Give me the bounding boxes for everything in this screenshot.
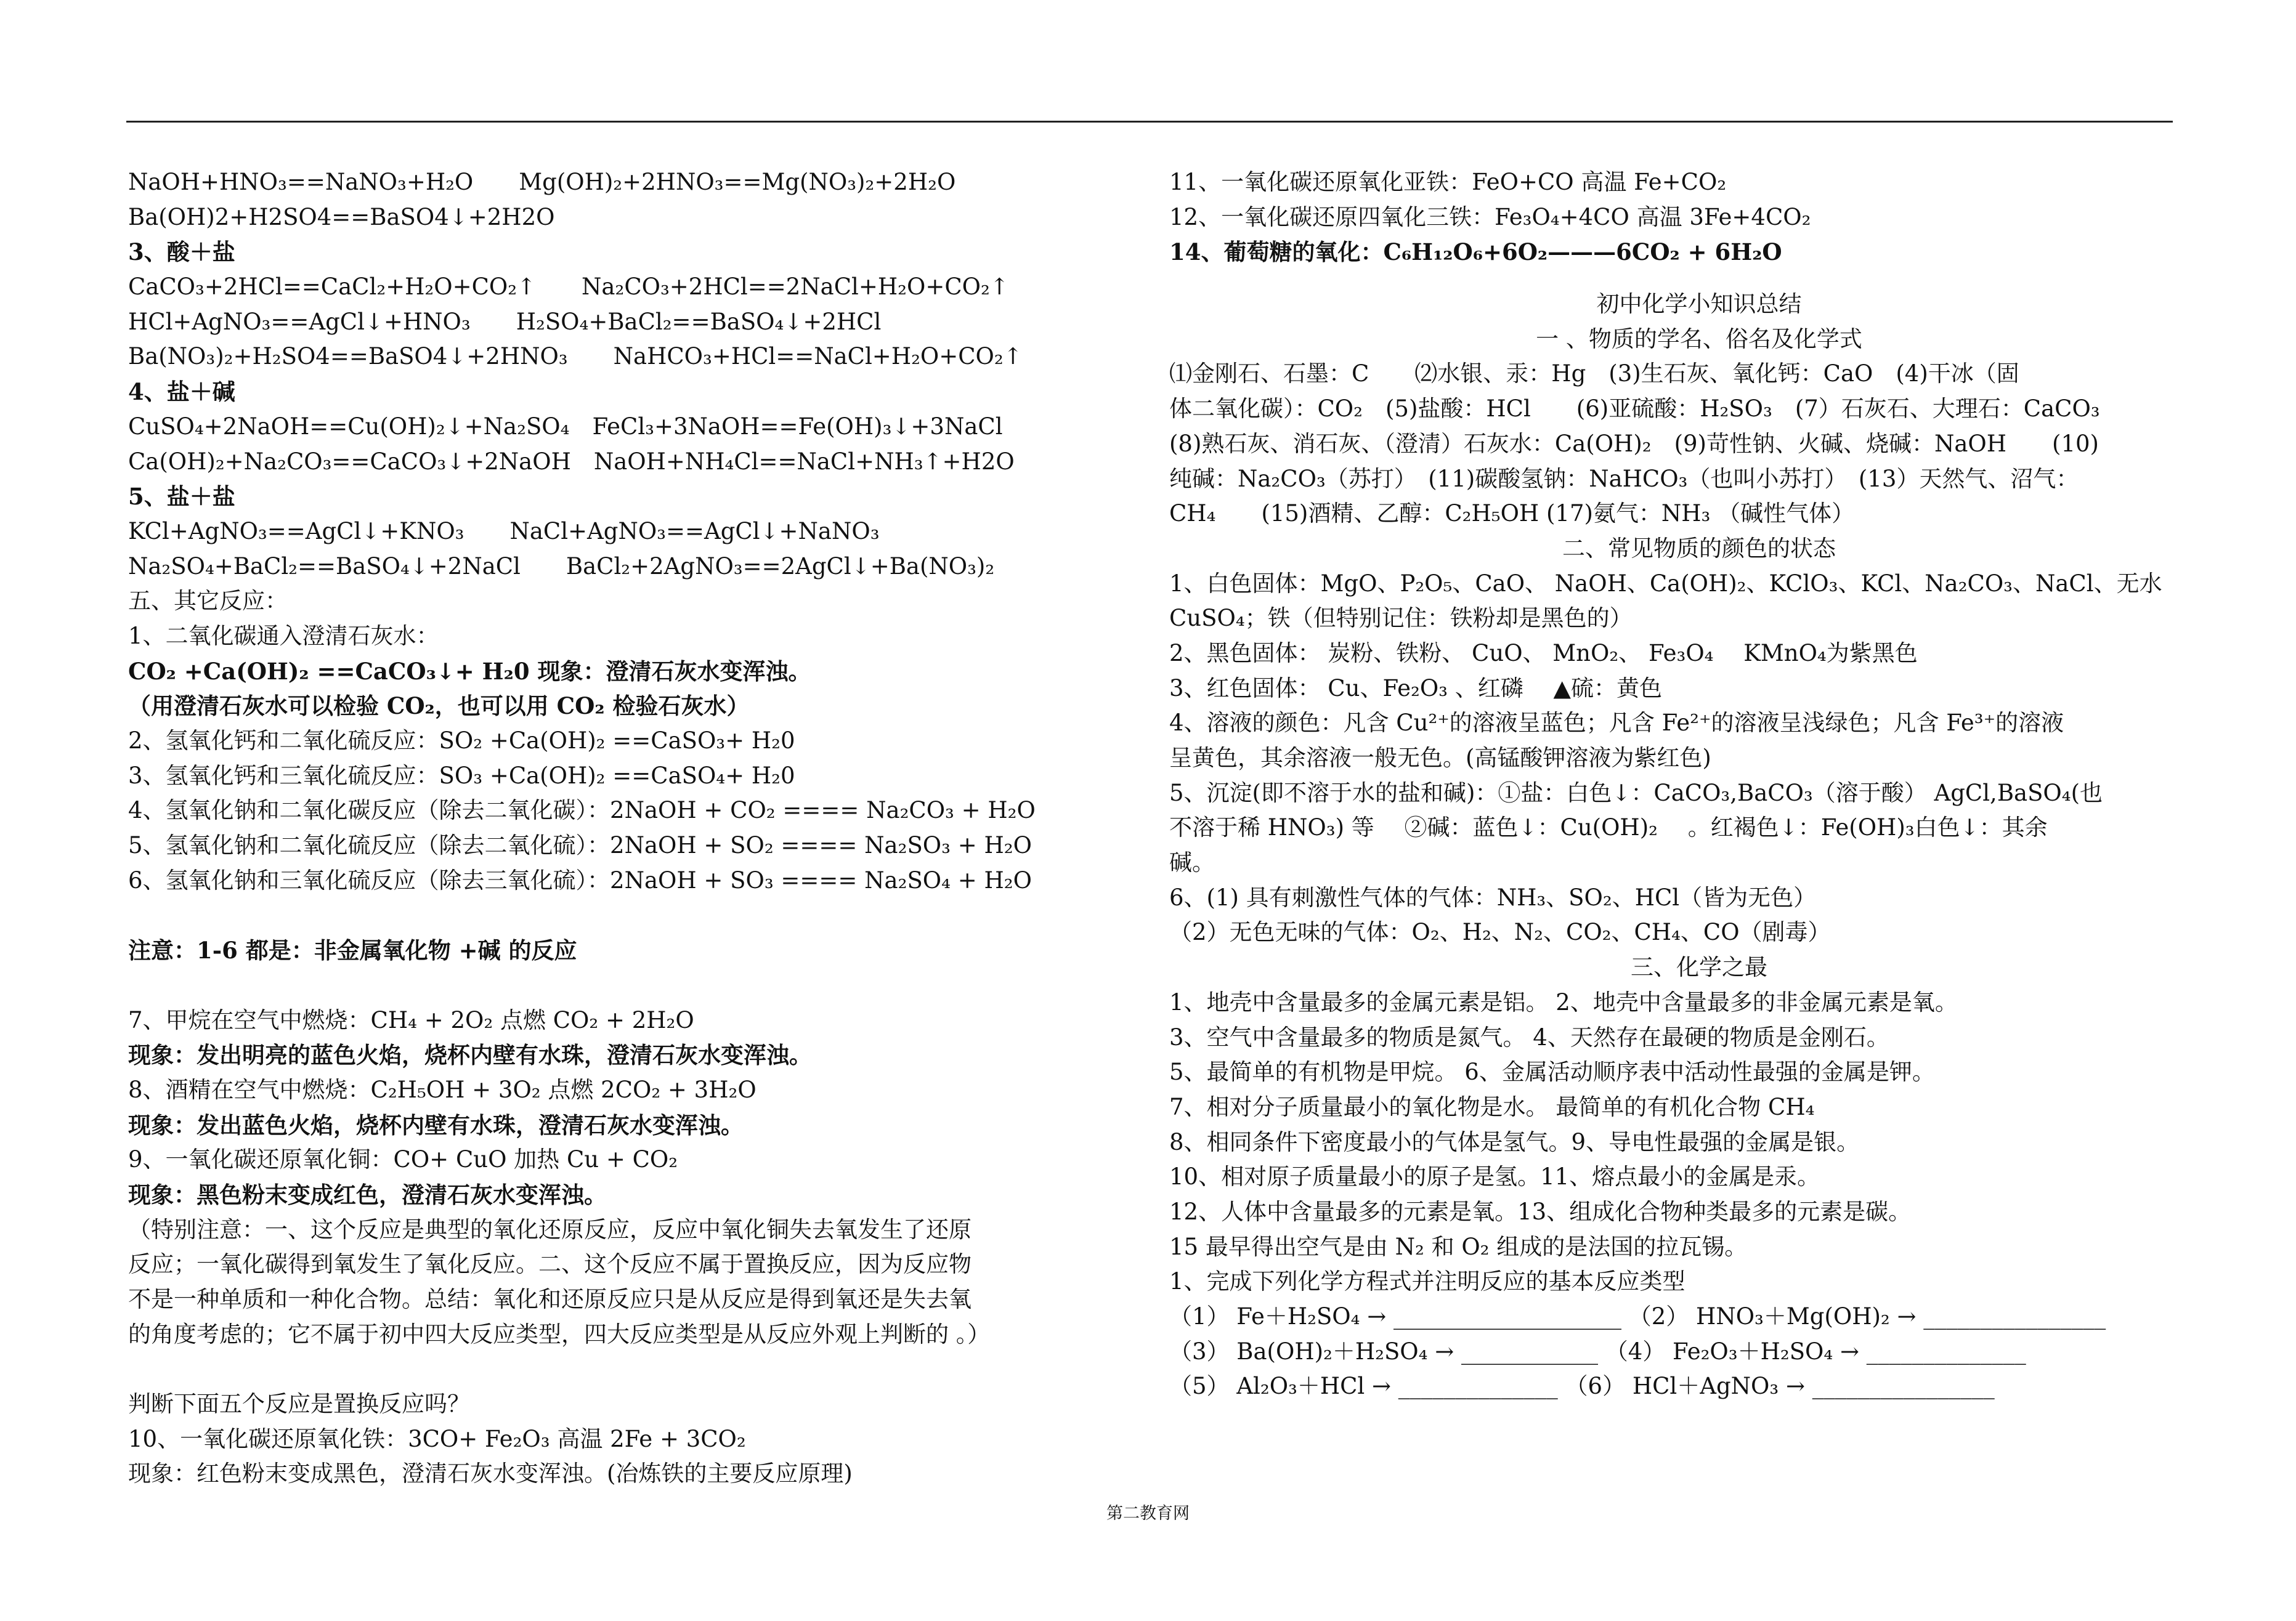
text-line: 9、一氧化碳还原氧化铜：CO+ CuO 加热 Cu + CO₂ [128, 1146, 678, 1173]
section-heading: 三、化学之最 [1631, 954, 1767, 981]
text-line: ⑴金刚石、石墨：C ⑵水银、汞：Hg (3)生石灰、氧化钙：CaO (4)干冰（固 [1169, 360, 2019, 387]
section-heading: 一 、物质的学名、俗名及化学式 [1536, 325, 1862, 352]
text-line: 的角度考虑的；它不属于初中四大反应类型，四大反应类型是从反应外观上判断的 。） [128, 1320, 991, 1348]
text-line: 体二氧化碳）：CO₂ (5)盐酸：HCl (6)亚硫酸：H₂SO₃ (7）石灰石、大理石：CaCO₃ [1169, 395, 2100, 422]
text-line: 纯碱：Na₂CO₃（苏打） (11)碳酸氢钠：NaHCO₃（也叫小苏打） (13）天然气、沼气： [1169, 465, 2079, 492]
text-line: CaCO₃+2HCl==CaCl₂+H₂O+CO₂↑ Na₂CO₃+2HCl==2NaCl+H₂O+CO₂↑ [128, 273, 1009, 301]
text-line: 12、一氧化碳还原四氧化三铁：Fe₃O₄+4CO 高温 3Fe+4CO₂ [1169, 203, 1811, 230]
text-line: 4、溶液的颜色：凡含 Cu²⁺的溶液呈蓝色；凡含 Fe²⁺的溶液呈浅绿色；凡含 Fe³⁺的溶液 [1169, 709, 2064, 737]
left-column [128, 165, 1175, 1492]
text-line: 7、甲烷在空气中燃烧：CH₄ + 2O₂ 点燃 CO₂ + 2H₂O [128, 1006, 694, 1033]
text-line: 5、沉淀(即不溶于水的盐和碱)：①盐：白色↓：CaCO₃,BaCO₃（溶于酸） AgCl,BaSO₄(也 [1169, 779, 2103, 806]
text-line: （5） Al₂O₃＋HCl → ______________ （6） HCl＋AgNO₃ → ________________ [1169, 1373, 1995, 1400]
text-line: （特别注意：一、这个反应是典型的氧化还原反应，反应中氧化铜失去氧发生了还原 [128, 1216, 972, 1243]
text-line: 3、氢氧化钙和三氧化硫反应：SO₃ +Ca(OH)₂ ==CaSO₄+ H₂0 [128, 762, 795, 789]
text-line: NaOH+HNO₃==NaNO₃+H₂O Mg(OH)₂+2HNO₃==Mg(NO₃)₂+2H₂O [128, 169, 956, 195]
text-line: 5、氢氧化钠和二氧化硫反应（除去二氧化硫）：2NaOH + SO₂ ==== Na₂SO₃ + H₂O [128, 832, 1032, 859]
text-line: 不溶于稀 HNO₃) 等 ②碱：蓝色↓：Cu(OH)₂ 。红褐色↓：Fe(OH)₃白色↓：其余 [1169, 814, 2048, 841]
text-line: CuSO₄+2NaOH==Cu(OH)₂↓+Na₂SO₄ FeCl₃+3NaOH==Fe(OH)₃↓+3NaCl [128, 413, 1003, 440]
section-heading: 二、常见物质的颜色的状态 [1562, 535, 1836, 562]
text-line: 15 最早得出空气是由 N₂ 和 O₂ 组成的是法国的拉瓦锡。 [1169, 1233, 1748, 1260]
text-line: （1） Fe＋H₂SO₄ → ____________________ （2） HNO₃＋Mg(OH)₂ → ________________ [1169, 1303, 2106, 1330]
text-line: 12、人体中含量最多的元素是氧。13、组成化合物种类最多的元素是碳。 [1169, 1198, 1912, 1225]
text-line: 五、其它反应： [128, 588, 288, 615]
text-line: Ba(OH)2+H2SO4==BaSO4↓+2H2O [128, 203, 555, 230]
text-line: 14、葡萄糖的氧化：C₆H₁₂O₆+6O₂———6CO₂ + 6H₂O [1169, 238, 1782, 266]
text-line: 10、一氧化碳还原氧化铁：3CO+ Fe₂O₃ 高温 2Fe + 3CO₂ [128, 1425, 746, 1452]
text-line: 7、相对分子质量最小的氧化物是水。 最简单的有机化合物 CH₄ [1169, 1093, 1815, 1120]
text-line: （2）无色无味的气体：O₂、H₂、N₂、CO₂、CH₄、CO（剧毒） [1169, 919, 1831, 946]
text-line: (8)熟石灰、消石灰、（澄清）石灰水：Ca(OH)₂ (9)苛性钠、火碱、烧碱：NaOH (10) [1169, 430, 2099, 457]
spacer [1169, 270, 2229, 287]
text-line: HCl+AgNO₃==AgCl↓+HNO₃ H₂SO₄+BaCl₂==BaSO₄↓+2HCl [128, 308, 882, 335]
text-line: 6、氢氧化钠和三氧化硫反应（除去三氧化硫）：2NaOH + SO₃ ==== Na₂SO₄ + H₂O [128, 867, 1032, 894]
spacer [128, 968, 1175, 1003]
text-line: 碱。 [1169, 849, 1215, 876]
text-line: 1、白色固体：MgO、P₂O₅、CaO、 NaOH、Ca(OH)₂、KClO₃、KCl、Na₂CO₃、NaCl、无水 [1169, 570, 2162, 597]
page-footer: 第二教育网 [1106, 1504, 1190, 1523]
text-line: 5、最简单的有机物是甲烷。 6、金属活动顺序表中活动性最强的金属是钾。 [1169, 1059, 1935, 1086]
text-line: 现象：红色粉末变成黑色，澄清石灰水变浑浊。(冶炼铁的主要反应原理) [128, 1460, 853, 1487]
text-line: 6、(1) 具有刺激性气体的气体：NH₃、SO₂、HCl（皆为无色） [1169, 884, 1817, 911]
text-line: Na₂SO₄+BaCl₂==BaSO₄↓+2NaCl BaCl₂+2AgNO₃==2AgCl↓+Ba(NO₃)₂ [128, 552, 995, 580]
text-line: 4、盐＋碱 [128, 378, 235, 406]
text-line: KCl+AgNO₃==AgCl↓+KNO₃ NaCl+AgNO₃==AgCl↓+NaNO₃ [128, 517, 880, 544]
text-line: 2、氢氧化钙和二氧化硫反应：SO₂ +Ca(OH)₂ ==CaSO₃+ H₂0 [128, 727, 795, 754]
text-line: 3、空气中含量最多的物质是氮气。 4、天然存在最硬的物质是金刚石。 [1169, 1024, 1889, 1051]
text-line: Ba(NO₃)₂+H₂SO4==BaSO4↓+2HNO₃ NaHCO₃+HCl==NaCl+H₂O+CO₂↑ [128, 343, 1023, 370]
text-line: 8、相同条件下密度最小的气体是氢气。9、导电性最强的金属是银。 [1169, 1128, 1860, 1155]
text-line: 11、一氧化碳还原氧化亚铁：FeO+CO 高温 Fe+CO₂ [1169, 169, 1727, 195]
text-line: 现象：发出明亮的蓝色火焰，烧杯内壁有水珠，澄清石灰水变浑浊。 [128, 1041, 812, 1069]
text-line: 3、红色固体： Cu、Fe₂O₃ 、红磷 ▲硫：黄色 [1169, 674, 1662, 701]
section-heading: 初中化学小知识总结 [1596, 291, 1802, 318]
text-line: 注意：1-6 都是：非金属氧化物 +碱 的反应 [128, 937, 577, 964]
text-line: 5、盐＋盐 [128, 483, 235, 511]
text-line: CO₂ +Ca(OH)₂ ==CaCO₃↓+ H₂0 现象：澄清石灰水变浑浊。 [128, 657, 811, 685]
text-line: Ca(OH)₂+Na₂CO₃==CaCO₃↓+2NaOH NaOH+NH₄Cl==NaCl+NH₃↑+H2O [128, 448, 1015, 475]
header-rule [126, 121, 2173, 123]
text-line: 1、完成下列化学方程式并注明反应的基本反应类型 [1169, 1268, 1685, 1295]
text-line: 呈黄色，其余溶液一般无色。(高锰酸钾溶液为紫红色) [1169, 745, 1711, 771]
text-line: 现象：发出蓝色火焰，烧杯内壁有水珠，澄清石灰水变浑浊。 [128, 1111, 744, 1139]
text-line: 8、酒精在空气中燃烧：C₂H₅OH + 3O₂ 点燃 2CO₂ + 3H₂O [128, 1076, 757, 1103]
text-line: 现象：黑色粉末变成红色，澄清石灰水变浑浊。 [128, 1181, 607, 1208]
text-line: 反应；一氧化碳得到氧发生了氧化反应。二、这个反应不属于置换反应，因为反应物 [128, 1251, 972, 1278]
spacer [128, 898, 1175, 933]
right-column [1169, 165, 2229, 1404]
text-line: （3） Ba(OH)₂＋H₂SO₄ → ____________ （4） Fe₂O₃＋H₂SO₄ → ______________ [1169, 1338, 2026, 1365]
text-line: 判断下面五个反应是置换反应吗？ [128, 1391, 470, 1418]
text-line: CH₄ (15)酒精、乙醇：C₂H₅OH (17)氨气：NH₃ （碱性气体） [1169, 500, 1855, 527]
text-line: 2、黑色固体： 炭粉、铁粉、 CuO、 MnO₂、 Fe₃O₄ KMnO₄为紫黑色 [1169, 639, 1918, 666]
spacer [128, 1352, 1175, 1387]
text-line: （用澄清石灰水可以检验 CO₂，也可以用 CO₂ 检验石灰水） [128, 692, 750, 720]
text-line: 1、二氧化碳通入澄清石灰水： [128, 622, 439, 649]
text-line: 4、氢氧化钠和二氧化碳反应（除去二氧化碳）：2NaOH + CO₂ ==== Na₂CO₃ + H₂O [128, 797, 1036, 824]
text-line: CuSO₄；铁（但特别记住：铁粉却是黑色的） [1169, 605, 1633, 632]
text-line: 3、酸＋盐 [128, 238, 235, 266]
text-line: 1、地壳中含量最多的金属元素是铝。 2、地壳中含量最多的非金属元素是氧。 [1169, 988, 1958, 1016]
text-line: 不是一种单质和一种化合物。总结：氧化和还原反应只是从反应是得到氧还是失去氧 [128, 1286, 972, 1312]
text-line: 10、相对原子质量最小的原子是氢。11、熔点最小的金属是汞。 [1169, 1163, 1820, 1190]
